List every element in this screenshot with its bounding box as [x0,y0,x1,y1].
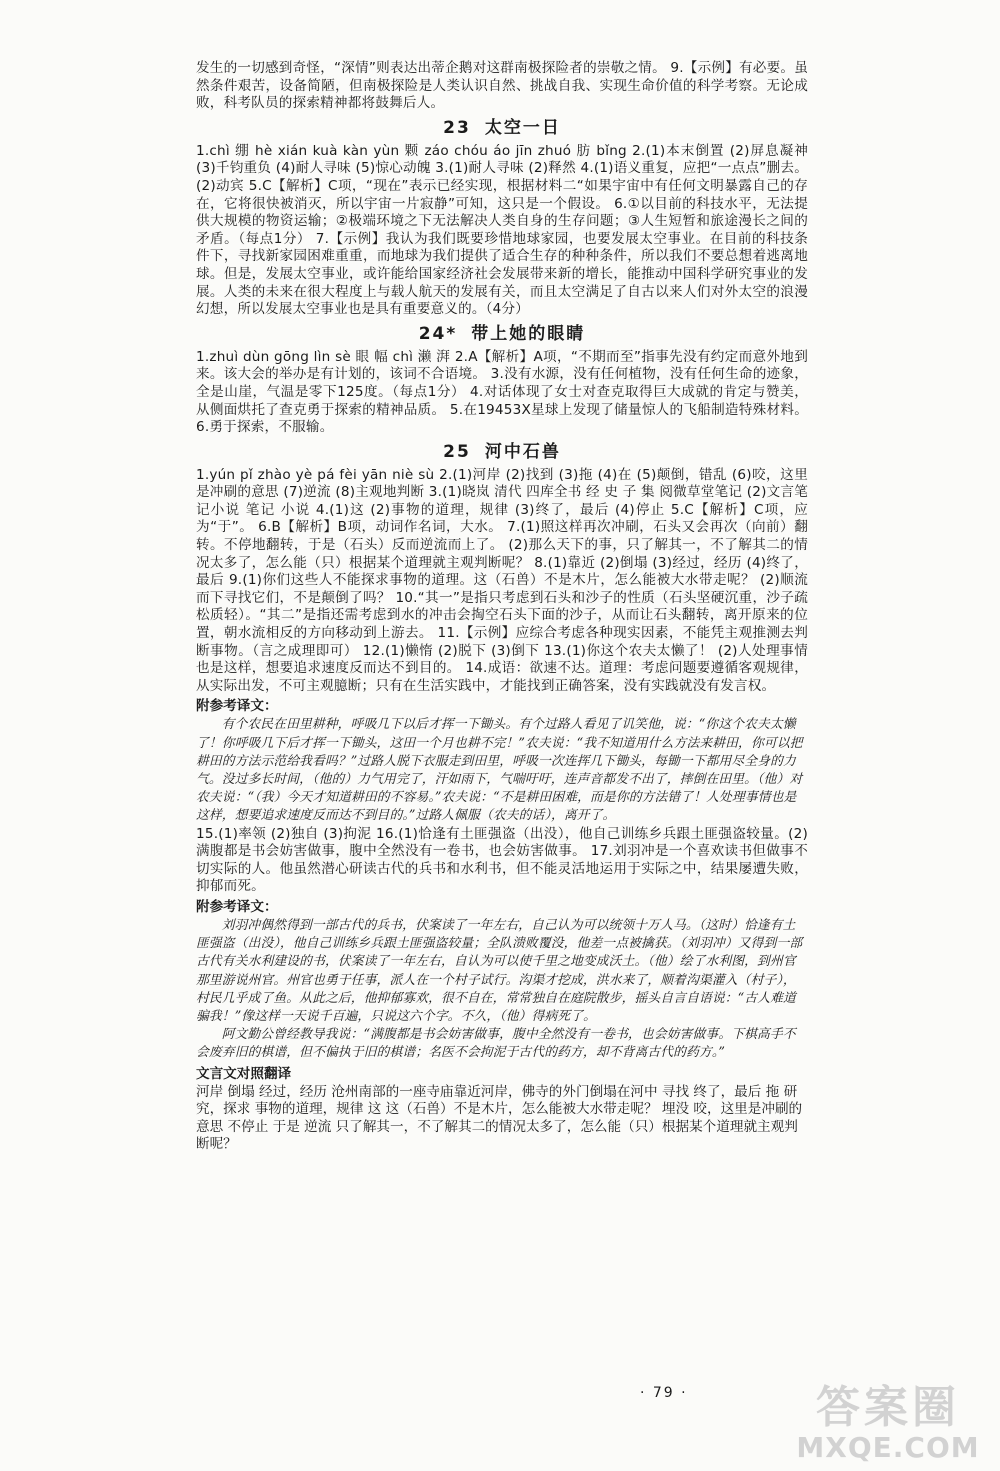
section-23-number: 23 [443,117,471,138]
section-25-body-2: 15.(1)率领 (2)独自 (3)拘泥 16.(1)恰逢有土匪强盗（出没），他自己训练乡兵跟土匪强盗较量。(2)满腹都是书会妨害做事，腹中全然没有一卷书，也会妨害做事。 17.刘羽冲是一个喜欢读书但做事不切实际的人。他虽然潜心研读古代的兵书和水利书，但不能灵活地运用于实际之中，结果屡遭失败，抑郁而死。 [196,825,808,895]
section-24-body: 1.zhuì dùn gōng lìn sè 眼 幅 chì 濑 湃 2.A【解析】A项，“不期而至”指事先没有约定而意外地到来。该大会的举办是有计划的，该词不合语境。 3.没有水源，没有任何植物，没有任何生命的迹象，全是山崖，气温是零下125度。（每点1分） 4.对话体现了女士对查克取得巨大成就的肯定与赞美，从侧面烘托了查克勇于探索的精神品质。 5.在19453X星球上发现了储量惊人的飞船制造特殊材料。 6.勇于探索，不服输。 [196,348,808,436]
section-23-heading [196,117,808,139]
site-watermark [788,1383,988,1463]
reference-translation-1: 有个农民在田里耕种，呼吸几下以后才挥一下锄头。有个过路人看见了讥笑他，说：“你这个农夫太懒了！你呼吸几下后才挥一下锄头，这田一个月也耕不完！”农夫说：“我不知道用什么方法来耕田，你可以把耕田的方法示范给我看吗？”过路人脱下衣服走到田里，呼吸一次连挥几下锄头，每锄一下都用尽全身的力气。没过多长时间，（他的）力气用完了，汗如雨下，气喘吁吁，连声音都发不出了，摔倒在田里。（他）对农夫说：“（我）今天才知道耕田的不容易。”农夫说：“不是耕田困难，而是你的方法错了！人处理事情也是这样，想要追求速度反而达不到目的。”过路人佩服（农夫的话），离开了。 [196,717,803,824]
reference-translation-2a: 刘羽冲偶然得到一部古代的兵书，伏案读了一年左右，自己认为可以统领十万人马。（这时）恰逢有土匪强盗（出没），他自己训练乡兵跟土匪强盗较量；全队溃败覆没，他差一点被擒获。（刘羽冲）又得到一部古代有关水利建设的书，伏案读了一年左右，自认为可以使千里之地变成沃土。（他）绘了水利图，到州官那里游说州官。州官也勇于任事，派人在一个村子试行。沟渠才挖成，洪水来了，顺着沟渠灌入（村子），村民几乎成了鱼。从此之后，他抑郁寡欢，很不自在，常常独自在庭院散步，摇头自言自语说：“古人难道骗我！”像这样一天说千百遍，只说这六个字。不久，（他）得病死了。 [196,918,803,1025]
intro-paragraph: 发生的一切感到奇怪，“深情”则表达出蒂企鹅对这群南极探险者的崇敬之情。 9.【示例】有必要。虽然条件艰苦，设备简陋，但南极探险是人类认识自然、挑战自我、实现生命价值的科学考察。无论成败，科考队员的探索精神都将鼓舞后人。 [196,60,808,112]
classical-chinese-translation-label: 文言文对照翻译 [196,1065,292,1082]
answer-page [196,60,808,1154]
reference-translation-2b: 阿文勤公曾经教导我说：“满腹都是书会妨害做事，腹中全然没有一卷书，也会妨害做事。下棋高手不会废弃旧的棋谱，但不偏执于旧的棋谱；名医不会拘泥于古代的药方，却不背离古代的药方。” [196,1027,796,1061]
section-24-number: 24* [418,323,458,344]
watermark-logo-text: 答案圈 [816,1382,960,1433]
watermark-url: MXQE.COM [796,1431,980,1464]
reference-translation-label-1: 附参考译文： [196,698,278,715]
section-23-title: 太空一日 [484,117,561,138]
reference-translation-label-2: 附参考译文： [196,899,278,915]
classical-chinese-translation: 河岸 倒塌 经过，经历 沧州南部的一座寺庙靠近河岸，佛寺的外门倒塌在河中 寻找 终了，最后 拖 研究，探求 事物的道理，规律 这 这（石兽）不是木片，怎么能被大水带走呢？ 埋没 咬，这里是冲刷的意思 不停止 于是 逆流 只了解其一，不了解其二的情况太多了，怎么能（只）根据某个道理就主观判断呢？ [196,1083,803,1153]
section-24-heading [196,323,808,345]
section-25-body: 1.yún pǐ zhào yè pá fèi yān niè sù 2.(1)河岸 (2)找到 (3)拖 (4)在 (5)颠倒，错乱 (6)咬，这里是冲刷的意思 (7)逆流 (8)主观地判断 3.(1)晓岚 清代 四库全书 经 史 子 集 阅微草堂笔记 (2)文言笔记小说 笔记 小说 4.(1)这 (2)事物的道理，规律 (3)终了，最后 (4)停止 5.C【解析】C项，应为“于”。 6.B【解析】B项，动词作名词，大水。 7.(1)照这样再次冲刷，石头又会再次（向前）翻转。不停地翻转，于是（石头）反而逆流而上了。 (2)那么天下的事，只了解其一，不了解其二的情况太多了，怎么能（只）根据某个道理就主观判断呢？ 8.(1)靠近 (2)倒塌 (3)经过，经历 (4)终了，最后 9.(1)你们这些人不能探求事物的道理。这（石兽）不是木片，怎么能被大水带走呢？ (2)顺流而下寻找它们，不是颠倒了吗？ 10.“其一”是指只考虑到石头和沙子的性质（石头坚硬沉重，沙子疏松质轻）。“其二”是指还需考虑到水的冲击会掏空石头下面的沙子，从而让石头翻转，离开原来的位置，朝水流相反的方向移动到上游去。 11.【示例】应综合考虑各种现实因素，不能凭主观推测去判断事物。（言之成理即可） 12.(1)懒惰 (2)脱下 (3)倒下 13.(1)你这个农夫太懒了！ (2)人处理事情也是这样，想要追求速度反而达不到目的。 14.成语：欲速不达。道理：考虑问题要遵循客观规律，从实际出发，不可主观臆断；只有在生活实践中，才能找到正确答案，没有实践就没有发言权。 [196,466,808,694]
section-25-title: 河中石兽 [484,441,561,462]
section-23-body: 1.chì 绷 hè xián kuà kàn yùn 颗 záo chóu áo jīn zhuó 肪 bǐng 2.(1)本末倒置 (2)屏息凝神 (3)千钧重负 (4)耐人寻味 (5)惊心动魄 3.(1)耐人寻味 (2)释然 4.(1)语义重复，应把“一点点”删去。(2)动宾 5.C【解析】C项，“现在”表示已经实现，根据材料二“如果宇宙中有任何文明暴露自己的存在，它将很快被消灭，所以宇宙一片寂静”可知，这只是一个假设。 6.①以目前的科技水平，无法提供大规模的物资运输；②极端环境之下无法解决人类自身的生存问题；③人生短暂和旅途漫长之间的矛盾。（每点1分） 7.【示例】我认为我们既要珍惜地球家园，也要发展太空事业。在目前的科技条件下，寻找新家园困难重重，而地球为我们提供了适合生存的种种条件，所以我们不要总想着逃离地球。但是，发展太空事业，或许能给国家经济社会发展带来新的增长，能推动中国科学研究事业的发展。人类的未来在很大程度上与载人航天的发展有关，而且太空满足了自古以来人们对外太空的浪漫幻想，所以发展太空事业也是具有重要意义的。（4分） [196,142,808,318]
section-24-title: 带上她的眼睛 [471,323,586,344]
page-number: · 79 · [640,1385,688,1401]
section-25-number: 25 [443,441,471,462]
section-25-heading [196,441,808,463]
